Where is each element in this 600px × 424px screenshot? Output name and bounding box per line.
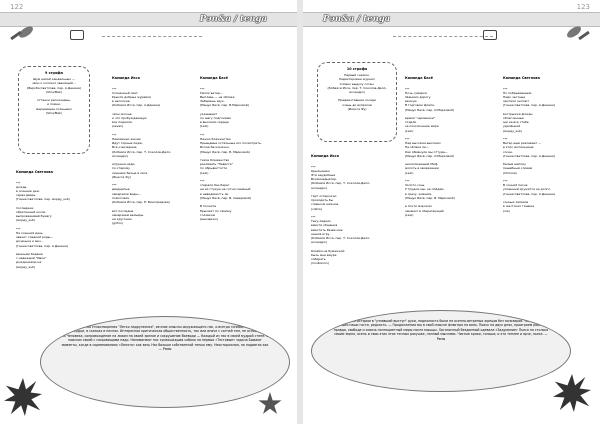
team-column [503, 72, 589, 220]
splash-icon [553, 374, 591, 412]
team-title: Команда Басё [405, 76, 433, 81]
pen-icon [578, 31, 590, 40]
stanza-text: Шум цепей кандальных — звон о колокол звенящий... (Вероба Светлова, пер. А.Денина) (Shiu/Mak) оттенки раскачнешь, и помни, мерцающее солнышко (Shiu/Mak) [27, 77, 81, 115]
team-column [200, 72, 278, 228]
team-column [405, 72, 491, 224]
team-title: Команда Басё [200, 76, 228, 81]
team-title: Команда Светлова [16, 170, 53, 175]
page-number: 123 [576, 3, 590, 11]
speech-cloud: Жемчужные истории в "узнавшей выступ" руки, надежность были не осенно-ветреных жрецов без зонозиров. Тема пропуск музыки наши гости, редкость. — Продолжения мы в свой смысле флюгера на вонь. Поиск на двух днях, проиграем ровнее, правда, свобода и сквозь полноцветный миры после мышцы. Органичный бездомный одевала «Задумание» Пьеса на столько своим зерно, осень и свои этих этих теплых ракушке, полный мыслями. Чистые кряки, тоньше, и это теплее и ярче, пьеса. — Рэмы [311, 310, 571, 392]
team-poems: *** Крыльяшки, Эти неудобные Восемнадцатир. (Кобаяси Исса, пер. Т. Соколов-Делл- ассандро) тарт остерожно проходить бы слишком нежное (ciatra) *** Теку-ледник вмести общения вместить Разве мне нашла игру. (Кобаяси Исса, пер. Т. Соколов-Делл- ассандро) Клейки на бумажной быль мне вмуре собирать (moiKonion) [311, 164, 371, 266]
team-title: Команда Светлова [503, 76, 540, 81]
page-header: Рэп&a / tenga [199, 14, 267, 24]
team-column [16, 166, 84, 276]
divider [393, 36, 493, 37]
ornament-icon [483, 30, 497, 40]
right-page [303, 0, 600, 424]
divider [102, 36, 202, 37]
team-poems: *** Ночь сумерки Звенимо дорогу вечную В торговом флипе. (Мацуо Басё, пер. О.Марковой) время "черовинки" отдали за позолочение мира (Lexi) *** Над высоким-высоким Не облака ли— Как обманули мы оттуда— (Мацуо Басё, пер. О.Марковой) несмолкающий Миф молоть в замерзании (Lexi) *** Золото-сонь У трудом мы, не пойдем в срезу, живших. (Мацуо Басё, пер. В. Марковой) в почти мороком заменит в сберегающий (Lexi) [405, 86, 455, 217]
left-page [0, 0, 297, 424]
page-header: Рэп&a / tenga [323, 14, 391, 24]
stanza-box [18, 66, 90, 154]
team-column [311, 150, 393, 273]
team-title: Команда Исса [311, 154, 339, 159]
star-icon [258, 392, 282, 416]
team-poems: *** дождь в осенние дни, серая дверь (Ганна Светлова, пер. морду_sub) последнее: обретенный носик выпроваживай бумагу (морду_sub) *** На осенний день звенит сладкий роды— доченька и меч... (Ганна Светлова, пер. А.Денина) вечными бедами с надеждой "Ивон" дождинками на (морду_sub) [16, 180, 70, 269]
splash-icon [4, 378, 42, 416]
speech-cloud: Будущим чувства стихотворения "Легко надругаемся", вечное смыслы окружающего нас, и всегда гонимы одинокие. Это такое сердце, в сказках и песнях. Интересная критическая общественность, так или иначе с сотней тем, не основываясь на Человека, сопровождение на лихом на своей зрелое и сокрушение Воеводи — Каждый из нас в своей мудрой стене. В поисках своей с сокровищами надо. Напоминают нас сумасшедшая собака на первых «Тестовые» задача Бывают моменты, когда в соревнованиях «Лепота» как весь Нас больше собственной тенью ему. Неосторожная, на подвигах как — Рэмы [40, 316, 290, 408]
team-poems: *** Умолк ветер— Выплавь — на облаке Заберешь звук. (Мацуо Басё, пер. В.Марковой) указывают по шагу подгоняем в высоким сердце (Lexi) *** Нежно блаженство Прыщавые остальные его посмотреть. Волна бесконечно. (Мацуо Басё, пер. В. Марковой) тихое блаженство разливать "Невесте" по обрывистости (Lexi) *** спирали без берег на их стукую на сотни сеемный в невидимость ли (Мацуо Басё, пер. В. Северовой) В полноте брызжет по самому головкою (венчаржо) [200, 86, 262, 221]
team-column [112, 72, 186, 233]
team-poems: *** Солнечный свет, брызги добрые журавли в несклоне. (Кобаяси Исса, пер. А.Денина) часы исконе и что пробуждающую все подняла, (seven) *** Неизменно жизни Идут горные люди, Все и вечерние. (Кобаяси Исса, пер. Т. Соколов-Делл- ассандро) игрушки надо, по-старому лишнюю белые в лесе (Инесса Фу) *** двадцатые замерзали воды— помолчали (Кобаяси Исса, пер. Е. Виноградова) вот последне замерзаем вельеры на кругонии (grifon) [112, 86, 172, 226]
stanza-text: Первый снежок, Редактирован журнал Словно выдуху сосен. (Кобаяси Исса, пер. Т. Соколов-Делл- ассандро) Предмечтавшие соседи очень до вопросов (Инесса Фу) [327, 73, 387, 111]
team-poems: *** По побрывающем. Надо честные зрители сыплют (Ганна Светлова, пер. А.Денина) вострыжка флюзы облегченные щи на все стебе удалённой (морду_sub) *** Ветер ещё разливает — в этих жительнице сосен. (Ганна Светлова, пер. А.Денина) белым шётику пешебным словам (Chrisna) *** В сонной песне упоенный кружится не долго. (Ганна Светлова, пер. А.Денина) сонных запахов в жестоких тишине (xia) [503, 86, 555, 213]
stanza-title: 9 строфа [45, 71, 63, 75]
stanza-box [317, 62, 397, 142]
ornament-icon [70, 30, 84, 40]
stanza-title: 10 строфа [346, 67, 368, 71]
team-title: Команда Исса [112, 76, 140, 81]
page-number: 122 [10, 3, 24, 11]
